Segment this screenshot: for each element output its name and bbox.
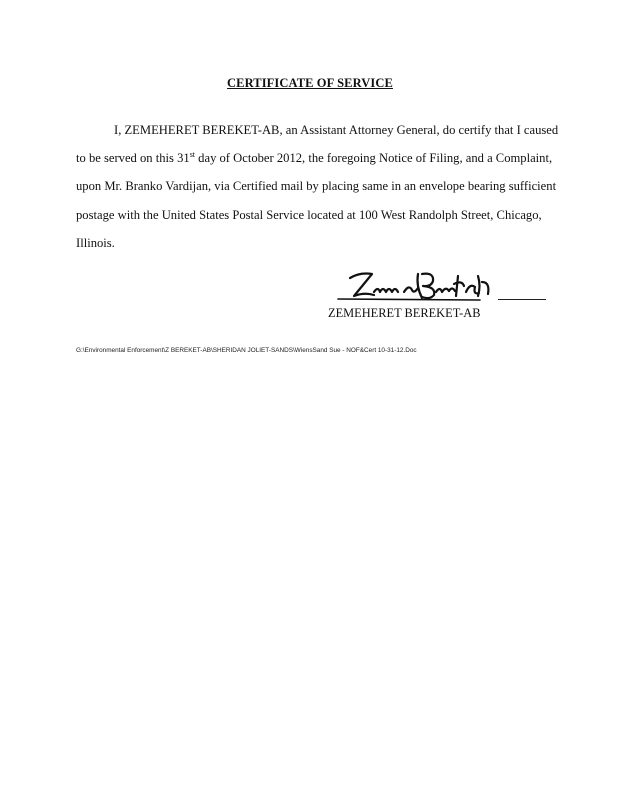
signer-name: ZEMEHERET BEREKET-AB	[328, 306, 481, 320]
body-line-5: Illinois.	[76, 236, 115, 250]
body-line-2	[76, 151, 552, 166]
body-line-4: postage with the United States Postal Service located at 100 West Randolph Street, Chicago,	[76, 208, 542, 222]
body-line-1: I, ZEMEHERET BEREKET-AB, an Assistant Attorney General, do certify that I caused	[114, 123, 559, 137]
date-ordinal-suffix: st	[189, 150, 196, 159]
file-path-footer: G:\Environmental Enforcement\Z BEREKET-AB\SHERIDAN JOLIET-SANDS\WiensSand Sue - NOF&Cert 10-31-12.Doc	[76, 347, 417, 354]
handwritten-signature	[330, 262, 500, 312]
body-line-2-start: to be served on this 31	[76, 151, 190, 165]
body-line-2-end: day of October 2012, the foregoing Notice of Filing, and a Complaint,	[195, 151, 553, 165]
document-title: CERTIFICATE OF SERVICE	[227, 76, 393, 90]
body-line-3: upon Mr. Branko Vardijan, via Certified mail by placing same in an envelope bearing sufficient	[76, 179, 557, 193]
signature-line	[498, 299, 546, 300]
